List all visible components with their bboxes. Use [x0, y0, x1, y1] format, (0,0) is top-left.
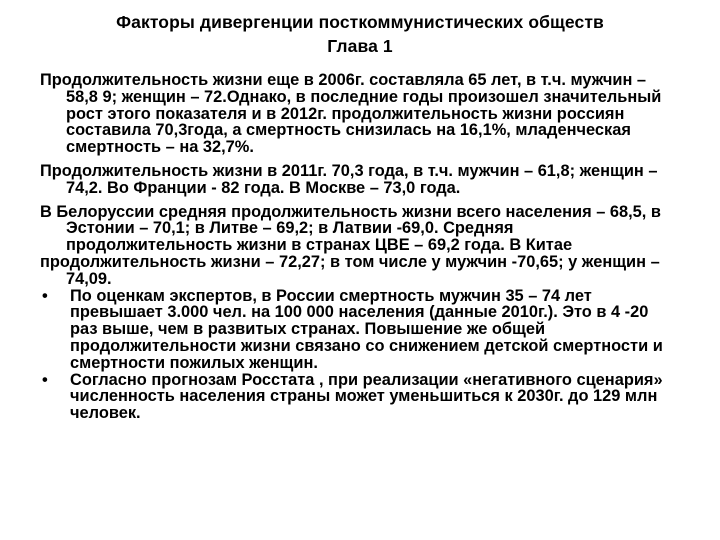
- paragraph-china-continued: продолжительность жизни – 72,27; в том числе у мужчин -70,65; у женщин – 74,09.: [40, 252, 660, 288]
- title-line-2: Глава 1: [327, 36, 393, 56]
- slide-body: [40, 72, 676, 422]
- title-line-1: Факторы дивергенции посткоммунистических обществ: [116, 12, 604, 32]
- bullet-text: Согласно прогнозам Росстата , при реализации «негативного сценария» численность населения страны может уменьшиться к 2030г. до 129 млн человек.: [70, 370, 663, 423]
- slide-title: [0, 10, 720, 58]
- paragraph-life-expectancy-2006: Продолжительность жизни еще в 2006г. составляла 65 лет, в т.ч. мужчин – 58,8 9; женщин – 72.Однако, в последние годы произошел значительный рост этого показателя и в 2012г. продолжительность жизни россиян составила 70,3года, а смертность снизилась на 16,1%, младенческая смертность – на 32,7%.: [40, 71, 662, 157]
- paragraph-belarus-baltic-china: В Белоруссии средняя продолжительность жизни всего населения – 68,5, в Эстонии – 70,1; в Литве – 69,2; в Латвии -69,0. Средняя продолжительность жизни в странах ЦВЕ – 69,2 года. В Китае: [40, 202, 661, 255]
- bullet-marker: •: [42, 286, 48, 305]
- bullet-marker: •: [42, 370, 48, 389]
- bullet-item-mortality: [40, 288, 676, 372]
- paragraph-life-expectancy-2011: Продолжительность жизни в 2011г. 70,3 года, в т.ч. мужчин – 61,8; женщин – 74,2. Во Франции - 82 года. В Москве – 73,0 года.: [40, 161, 658, 197]
- bullet-item-rosstat-forecast: [40, 372, 676, 422]
- bullet-text: По оценкам экспертов, в России смертность мужчин 35 – 74 лет превышает 3.000 чел. на 100 000 населения (данные 2010г.). Это в 4 -20 раз выше, чем в развитых странах. Повышение же общей продолжительности жизни связано со снижением детской смертности и смертности пожилых женщин.: [70, 286, 663, 372]
